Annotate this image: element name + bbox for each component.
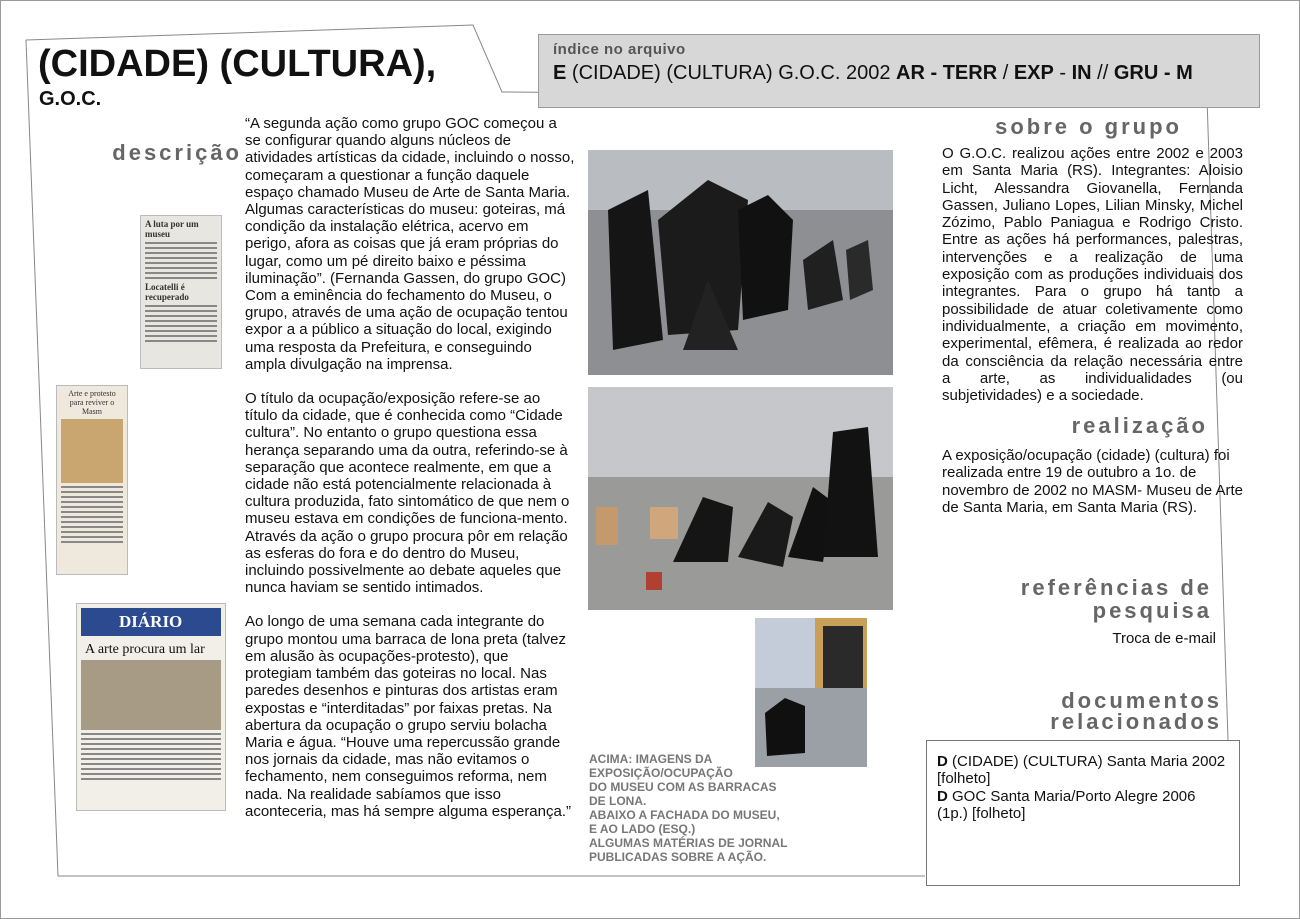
exhibition-photo-1-image	[588, 150, 893, 375]
clipping-3-masthead: DIÁRIO	[81, 608, 221, 636]
realizacao-heading: realização	[1071, 413, 1208, 438]
page-title: (CIDADE) (CULTURA),	[38, 43, 437, 85]
documento-item-1-text: (CIDADE) (CULTURA) Santa Maria 2002 [folheto]	[937, 753, 1226, 788]
clipping-3-photo	[81, 660, 221, 730]
exhibition-photo-2	[588, 387, 893, 610]
clipping-3-headline: A arte procura um lar	[85, 642, 205, 657]
photo-caption	[589, 752, 787, 864]
newspaper-clipping-1	[140, 215, 222, 369]
caption-line: ALGUMAS MATÉRIAS DE JORNAL	[589, 836, 788, 850]
archive-index-code-part: -	[1053, 62, 1072, 84]
caption-line: EXPOSIÇÃO/OCUPAÇÃO	[589, 766, 733, 780]
documentos-heading-line-1: documentos	[1061, 688, 1222, 713]
archive-index-code-part: E	[553, 62, 572, 84]
documentos-box	[926, 740, 1240, 886]
caption-line: DE LONA.	[589, 794, 647, 808]
archive-index-code-part: /	[997, 62, 1014, 84]
caption-line: E AO LADO (ESQ.)	[589, 822, 696, 836]
caption-line: ACIMA: IMAGENS DA	[589, 752, 713, 766]
documento-item-1	[937, 753, 1229, 788]
documentos-heading	[1020, 690, 1222, 732]
referencias-heading	[1000, 576, 1212, 622]
archive-index-code	[553, 62, 1193, 85]
referencias-text: Troca de e-mail	[1112, 630, 1216, 647]
museum-facade-photo-image	[755, 618, 867, 767]
archive-index-code-part: AR - TERR	[896, 62, 998, 84]
page-subtitle: G.O.C.	[39, 88, 102, 110]
archive-index-code-part: (CIDADE) (CULTURA) G.O.C. 2002	[571, 62, 897, 84]
documento-item-2-prefix: D	[937, 787, 948, 805]
documento-item-1-prefix: D	[937, 753, 948, 770]
archive-index-code-part: //	[1091, 62, 1114, 84]
archive-index-box	[538, 34, 1260, 108]
descricao-heading: descrição	[112, 140, 242, 165]
clipping-1-headline-2: Locatelli é recuperado	[145, 282, 189, 302]
clipping-2-photo	[61, 419, 123, 483]
newspaper-clipping-3	[76, 603, 226, 811]
caption-line: DO MUSEU COM AS BARRACAS	[589, 780, 777, 794]
caption-line: ABAIXO A FACHADA DO MUSEU,	[589, 808, 780, 822]
caption-line: PUBLICADAS SOBRE A AÇÃO.	[589, 850, 767, 864]
archive-index-code-part: GRU - M	[1113, 62, 1193, 84]
documentos-heading-line-2: relacionados	[1050, 709, 1222, 734]
exhibition-photo-1	[588, 150, 893, 375]
exhibition-photo-2-image	[588, 387, 893, 610]
archive-index-label: índice no arquivo	[553, 41, 686, 58]
museum-facade-photo	[755, 618, 867, 767]
descricao-text	[245, 115, 575, 837]
sobre-text: O G.O.C. realizou ações entre 2002 e 2003 em Santa Maria (RS). Integrantes: Aloisio Licht, Alessandra Giovanella, Fernanda Gassen, Juliano Lopes, Lilian Minsky, Michel Zózimo, Pablo Paniagua e Rodrigo Cristo. Entre as ações há performances, palestras, intervenções e a realização de uma exposição com as produções individuais dos integrantes. Para o grupo há tanto a possibilidade de atuar coletivamente como individualmente, a criação em movimento, experimental, efêmera, é realizada ao redor da consciência da relação necessária entre a arte, as individualidades (ou subjetividades) e a sociedade.	[942, 145, 1243, 405]
descricao-paragraph-1: “A segunda ação como grupo GOC começou a se configurar quando alguns núcleos de atividades artísticas da cidade, incluindo o nosso, começaram a questionar a função daquele espaço chamado Museu de Arte de Santa Maria. Algumas características do museu: goteiras, má condição da instalação elétrica, acervo em perigo, afora as coisas que já eram próprias do lugar, como um pé direito baixo e péssima iluminação”. (Fernanda Gassen, do grupo GOC) Com a eminência do fechamento do Museu, o grupo, através de uma ação de ocupação tentou expor a a público a situação do local, exigindo uma resposta da Prefeitura, e conseguindo ampla divulgação na imprensa.	[245, 115, 575, 373]
clipping-2-headline: Arte e protesto para reviver o Masm	[68, 389, 116, 416]
archive-index-code-part: IN	[1071, 62, 1092, 84]
documento-item-2	[937, 788, 1229, 823]
descricao-paragraph-3: Ao longo de uma semana cada integrante do grupo montou uma barraca de lona preta (talvez em alusão às ocupações-protesto), que protegiam também das goteiras no local. Nas paredes desenhos e pinturas dos artistas eram expostas e “interditadas” por faixas pretas. Na abertura da ocupação o grupo serviu bolacha Maria e água. “Houve uma repercussão grande nos jornais da cidade, mas não evitamos o fechamento, nem conseguimos reforma, nem nada. Na realidade sabíamos que isso aconteceria, mas há sempre alguma esperança.”	[245, 613, 572, 820]
documento-item-2-text: GOC Santa Maria/Porto Alegre 2006 (1p.) [folheto]	[937, 787, 1196, 822]
archive-index-code-part: EXP	[1013, 62, 1054, 84]
realizacao-text: A exposição/ocupação (cidade) (cultura) foi realizada entre 19 de outubro a 1o. de novembro de 2002 no MASM- Museu de Arte de Santa Maria, em Santa Maria (RS).	[942, 447, 1243, 516]
referencias-heading-line-2: pesquisa	[1092, 598, 1212, 623]
newspaper-clipping-2	[56, 385, 128, 575]
referencias-heading-line-1: referências de	[1020, 575, 1212, 600]
clipping-1-headline: A luta por um museu	[145, 219, 199, 239]
descricao-paragraph-2: O título da ocupação/exposição refere-se ao título da cidade, que é conhecida como “Cidade cultura”. No entanto o grupo questiona essa herança separando uma da outra, referindo-se à separação que acontece realmente, em que a cidade não está potencialmente relacionada à cultura produzida, fato sintomático de que nem o museu estava em condições de funciona-mento. Através da ação o grupo procura pôr em relação as esferas do fora e do dentro do Museu, incluindo possivelmente ao debate aqueles que nunca haviam se sentido intimados.	[245, 390, 570, 597]
sobre-heading: sobre o grupo	[995, 114, 1182, 139]
